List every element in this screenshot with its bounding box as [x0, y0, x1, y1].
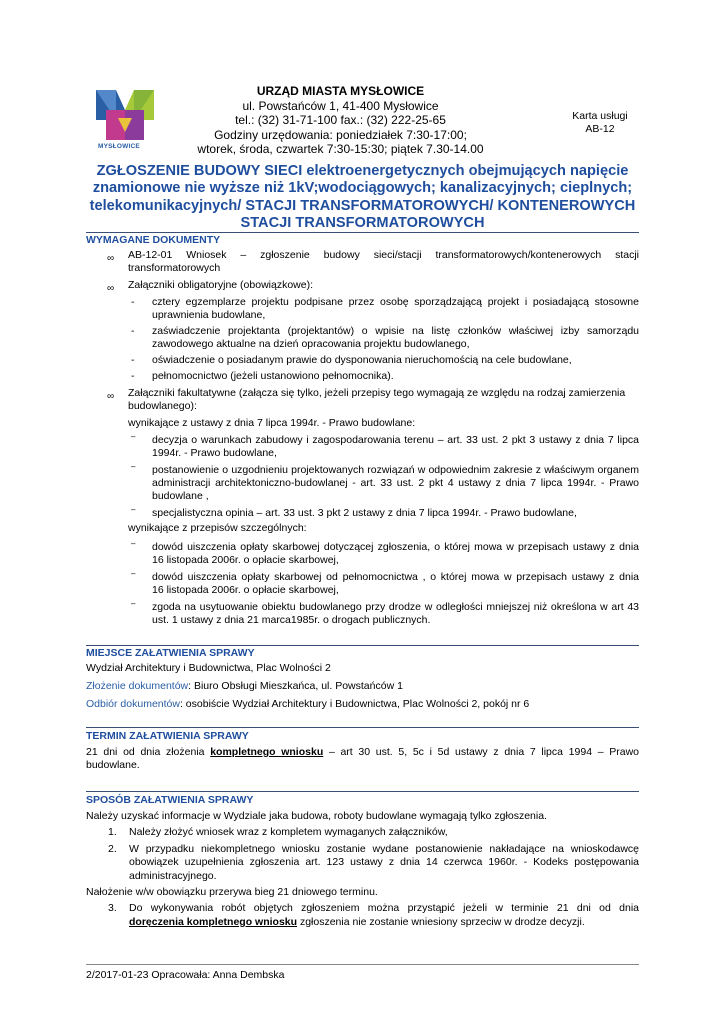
dash-icon: – [131, 462, 136, 471]
footer-divider [86, 964, 639, 965]
optional-zoning-decision: decyzja o warunkach zabudowy i zagospodarowania terenu – art. 33 ust. 2 pkt 3 ustawy z dnia 7 lipca 1994r. - Prawo budowlane, [152, 434, 639, 460]
bullet-icon: ∞ [107, 283, 115, 294]
title-line-2: znamionowe nie wyższe niż 1kV;wodociągowych; kanalizacyjnych; cieplnych; [92, 180, 633, 197]
pickup-label: Odbiór dokumentów [86, 698, 180, 711]
place-pickup [86, 698, 639, 711]
method-info [86, 810, 639, 930]
office-hours-2: wtorek, środa, czwartek 7:30-15:30; piątek 7.30-14.00 [197, 142, 484, 157]
dash-icon: – [131, 569, 136, 578]
office-address: ul. Powstańców 1, 41-400 Mysłowice [242, 98, 439, 113]
dash-icon: - [131, 325, 135, 337]
dash-icon: – [131, 539, 136, 548]
bullet-icon: ∞ [107, 391, 115, 402]
method-intro: Należy uzyskać informacje w Wydziale jaka budowa, roboty budowlane wymagają tylko zgłoszenia. [86, 810, 547, 822]
method-step-1: 1. Należy złożyć wniosek wraz z kompletem wymaganych załączników, [108, 826, 448, 839]
title-line-4: STACJI TRANSFORMATOROWYCH [240, 214, 485, 231]
delivery-emphasis: doręczenia kompletnego wniosku [129, 915, 298, 928]
title-line-3: telekomunikacyjnych/ STACJI TRANSFORMATOROWYCH/ KONTENEROWYCH [89, 197, 636, 214]
dash-icon: – [131, 432, 136, 441]
card-code: AB-12 [585, 122, 615, 135]
required-documents-heading: WYMAGANE DOKUMENTY [86, 234, 221, 246]
divider [86, 727, 639, 728]
pickup-value: : osobiście Wydział Architektury i Budownictwa, Plac Wolności 2, pokój nr 6 [179, 698, 530, 711]
deadline-line-2: budowlane. [86, 759, 140, 772]
divider [86, 791, 639, 792]
dash-icon: – [131, 505, 136, 514]
divider [86, 232, 639, 233]
logo-mark-icon [94, 88, 156, 142]
doc-item-obligatory: Załączniki obligatoryjne (obowiązkowe): [128, 279, 314, 291]
place-heading: MIEJSCE ZAŁATWIENIA SPRAWY [86, 647, 255, 659]
complete-application-emphasis: kompletnego wniosku [210, 746, 324, 758]
city-logo [94, 88, 156, 158]
optional-design-approval: postanowienie o uzgodnieniu projektowanych rozwiązań w odpowiednim zakresie z właściwym organem administracji architektoniczno-budowlanej - art. 33 ust. 2 pkt 4 ustawy z dnia 7 lipca 1994r. - Prawo budowlane , [152, 464, 639, 503]
office-hours-1: Godziny urzędowania: poniedziałek 7:30-17:00; [214, 127, 467, 142]
optional-road-consent: zgoda na usytuowanie obiektu budowlanego przy drodze w odległości mniejszej niż określona w art 43 ust. 1 ustawy z dnia 21 marca1985r. o drogach publicznych. [152, 601, 639, 627]
submit-label: Złożenie dokumentów [86, 680, 189, 693]
dash-icon: - [131, 354, 135, 366]
optional-from-building-law: wynikające z ustawy z dnia 7 lipca 1994r. - Prawo budowlane: [128, 417, 416, 429]
deadline-info [86, 746, 639, 772]
deadline-line-1: 21 dni od dnia złożenia kompletnego wniosku – art 30 ust. 5, 5c i 5d ustawy z dnia 7 lipca 1994 – Prawo [86, 746, 640, 758]
place-submit [86, 680, 639, 693]
method-step-2: 2. W przypadku niekompletnego wniosku zostanie wydane postanowienie nakładające na wnioskodawcę obowiązek uzupełnienia zgłoszenia art. 123 ustawy z dnia 14 czerwca 1960r. - Kodeks postępowania administracyjnego. [108, 843, 639, 882]
office-phone: tel.: (32) 31-71-100 fax.: (32) 222-25-65 [235, 113, 446, 128]
place-info [86, 662, 639, 712]
dash-icon: - [131, 296, 135, 308]
obligatory-power-of-attorney: pełnomocnictwo (jeżeli ustanowiono pełnomocnika). [152, 370, 394, 382]
obligatory-designer-certificate: zaświadczenie projektanta (projektantów) o wpisie na listę członków właściwej izby samorządu zawodowego aktualne na dzień opracowania projektu budowlanego, [152, 325, 639, 351]
bullet-icon: ∞ [107, 253, 115, 264]
obligatory-property-statement: oświadczenie o posiadanym prawie do dysponowania nieruchomością na cele budowlane, [152, 354, 572, 366]
obligatory-project-copies: cztery egzemplarze projektu podpisane przez osobę sporządzającą projekt i posiadającą stosowne uprawnienia budowlane, [152, 296, 639, 322]
deadline-heading: TERMIN ZAŁATWIENIA SPRAWY [86, 730, 249, 742]
divider [86, 645, 639, 646]
office-info [179, 84, 502, 157]
dash-icon: – [131, 599, 136, 608]
dash-icon: - [131, 370, 135, 382]
method-interrupt-note: Nałożenie w/w obowiązku przerywa bieg 21 dniowego terminu. [86, 886, 378, 899]
office-name: URZĄD MIASTA MYSŁOWICE [256, 84, 425, 98]
footer-text: 2/2017-01-23 Opracowała: Anna Dembska [86, 969, 285, 981]
document-title [86, 163, 639, 232]
optional-from-specific-regulations: wynikające z przepisów szczególnych: [128, 522, 307, 534]
optional-specialist-opinion: specjalistyczna opinia – art. 33 ust. 3 pkt 2 ustawy z dnia 7 lipca 1994r. - Prawo budowlane, [152, 507, 577, 519]
method-heading: SPOSÓB ZAŁATWIENIA SPRAWY [86, 794, 254, 806]
place-department: Wydział Architektury i Budownictwa, Plac Wolności 2 [86, 662, 331, 674]
card-label: Karta usługi [572, 110, 628, 122]
method-step-3: 3. Do wykonywania robót objętych zgłoszeniem można przystąpić jeżeli w terminie 21 dni od dnia doręczenia kompletnego wniosku zgłoszenia nie zostanie wniesiony sprzeciw w drodze decyzji. [108, 902, 639, 928]
title-line-1: ZGŁOSZENIE BUDOWY SIECI elektroenergetycznych obejmujących napięcie [96, 163, 629, 179]
optional-stamp-duty-notification: dowód uiszczenia opłaty skarbowej dotyczącej zgłoszenia, o której mowa w przepisach ustawy z dnia 16 listopada 2006r. o opłacie skarbowej, [152, 541, 639, 567]
submit-value: : Biuro Obsługi Mieszkańca, ul. Powstańców 1 [188, 680, 403, 693]
header [86, 84, 639, 160]
doc-item-optional: Załączniki fakultatywne (załącza się tylko, jeżeli przepisy tego wymagają ze względu na rodzaj zamierzenia budowlanego): [128, 387, 626, 413]
optional-stamp-duty-attorney: dowód uiszczenia opłaty skarbowej od pełnomocnictwa , o której mowa w przepisach ustawy z dnia 16 listopada 2006r. o opłacie skarbowej, [152, 571, 639, 597]
service-card-id [560, 110, 640, 135]
logo-text: MYSŁOWICE [98, 143, 140, 150]
doc-item-application: AB-12-01 Wniosek – zgłoszenie budowy sieci/stacji transformatorowych/kontenerowych stacji transformatorowych [128, 249, 639, 275]
